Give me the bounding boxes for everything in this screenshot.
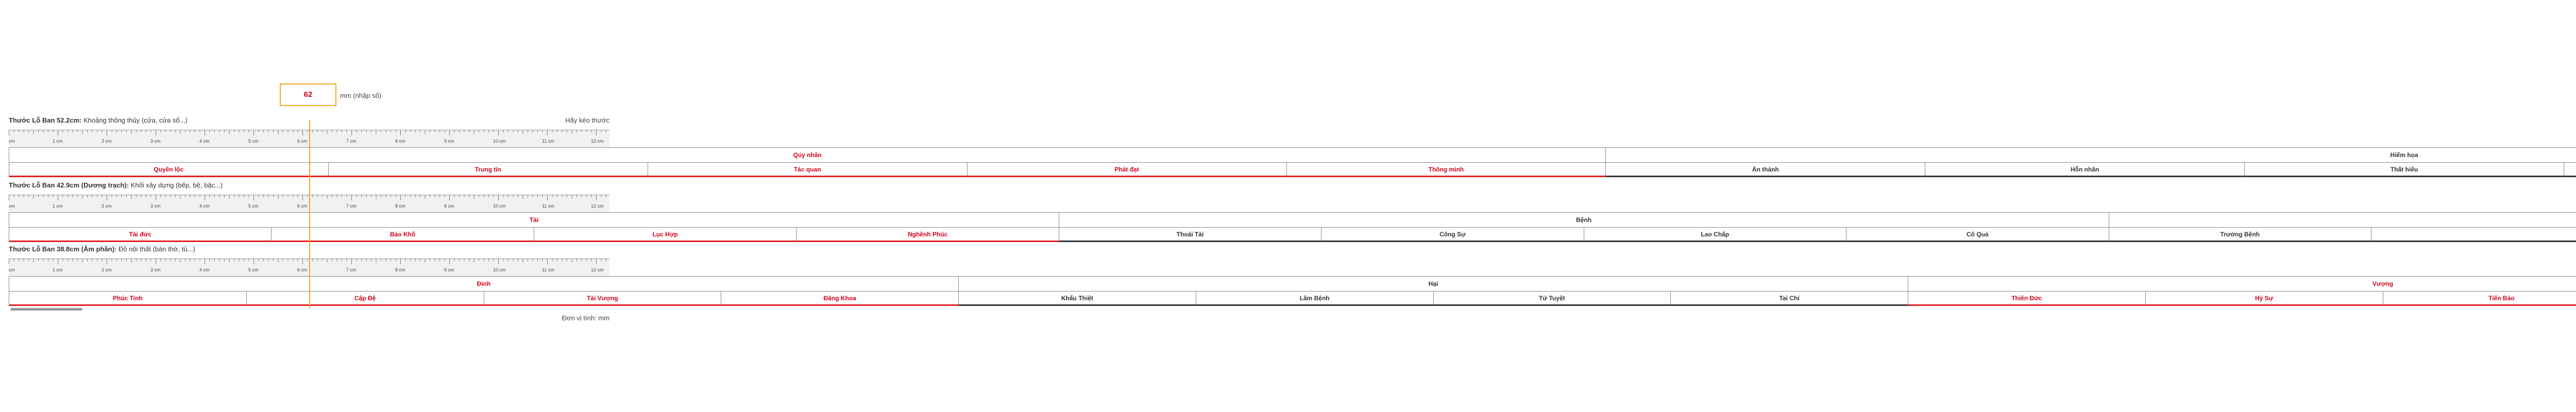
sub-cell: Nghênh Phúc <box>796 227 1058 242</box>
ruler-tick-label: 3 cm <box>150 203 161 209</box>
sub-cell: Trường Bệnh <box>2109 227 2371 242</box>
ruler-tick-label: cm <box>9 139 15 144</box>
sub-cell: Lao Chấp <box>1584 227 1846 242</box>
sub-cell: Cập Đệ <box>246 291 484 306</box>
sub-cell: Lâm Bệnh <box>1196 291 1433 306</box>
group-cell: Tài <box>9 212 1059 227</box>
sub-cell: Lục Hợp <box>534 227 796 242</box>
measurement-needle[interactable] <box>309 120 310 308</box>
ruler-tick-label: 8 cm <box>395 203 405 209</box>
ruler-tick-label: 10 cm <box>493 267 506 272</box>
sub-cell: Tai Chí <box>1670 291 1908 306</box>
ruler-tick-label: 7 cm <box>346 139 357 144</box>
measurement-input[interactable]: 62 <box>280 83 336 106</box>
ruler-tick-label: 10 cm <box>493 203 506 209</box>
sub-cell: Bảo Khố <box>271 227 533 242</box>
ruler-tick-label: 5 cm <box>248 139 259 144</box>
ruler-tick-label: 8 cm <box>395 139 405 144</box>
group-cell: Hại <box>958 276 1908 291</box>
ruler-title-2 <box>9 245 195 253</box>
ruler-tick-label: cm <box>9 267 15 272</box>
sub-cell: Thiên Đức <box>1908 291 2145 306</box>
ruler-tick-label: 6 cm <box>297 267 308 272</box>
sub-cell: Hỷ Sự <box>2145 291 2383 306</box>
ruler-tick-label: 2 cm <box>101 139 112 144</box>
group-cell: Bệnh <box>1059 212 2109 227</box>
ruler-title-bold: Thước Lỗ Ban 38.8cm (Âm phần): <box>9 245 117 253</box>
ruler-tick-label: 11 cm <box>542 267 554 272</box>
ruler-tick-label: 9 cm <box>444 203 454 209</box>
ruler-tick-label: 9 cm <box>444 139 454 144</box>
ruler-tick-label: 7 cm <box>346 267 357 272</box>
sub-cell: Tài đức <box>9 227 271 242</box>
sub-cell: Phát đạt <box>967 162 1286 177</box>
ruler-title-bold: Thước Lỗ Ban 52.2cm: <box>9 116 82 124</box>
ruler-tick-label: cm <box>9 203 15 209</box>
ruler-tick-label: 3 cm <box>150 139 161 144</box>
ruler-tick-label: 2 cm <box>101 267 112 272</box>
sub-cell: Hỗn nhân <box>1925 162 2244 177</box>
ruler-tick-label: 3 cm <box>150 267 161 272</box>
ruler-tick-label: 4 cm <box>199 203 210 209</box>
ruler-tick-label: 12 cm <box>591 139 604 144</box>
drag-hint: Hãy kéo thước <box>565 116 609 124</box>
ruler-tick-label: 6 cm <box>297 139 308 144</box>
group-cell: Hiểm họa <box>1605 147 2576 162</box>
sub-cell: Trung tín <box>328 162 648 177</box>
sub-cell: Quyền lộc <box>9 162 328 177</box>
ruler-title-0 <box>9 116 188 124</box>
ruler-tick-label: 12 cm <box>591 203 604 209</box>
ruler-tick-label: 4 cm <box>199 267 210 272</box>
ruler-tick-label: 8 cm <box>395 267 405 272</box>
sub-cell: Phúc Tinh <box>9 291 246 306</box>
ruler-tick-label: 4 cm <box>199 139 210 144</box>
sub-cell: Thông minh <box>1286 162 1606 177</box>
ruler-tick-label: 10 cm <box>493 139 506 144</box>
ruler-title-desc: Đồ nội thất (bàn thờ, tủ...) <box>116 245 195 253</box>
sub-cell: Thất hiếu <box>2244 162 2564 177</box>
ruler-title-bold: Thước Lỗ Ban 42.9cm (Dương trạch): <box>9 181 129 189</box>
sub-cell: Tử Tuyệt <box>1433 291 1671 306</box>
ruler-tick-label: 1 cm <box>53 139 63 144</box>
group-cell: Đinh <box>9 276 958 291</box>
sub-cell: Đăng Khoa <box>721 291 958 306</box>
sub-cell: Tiến Bảo <box>2383 291 2576 306</box>
ruler-tick-label: 6 cm <box>297 203 308 209</box>
sub-cell: Tài Vượng <box>484 291 721 306</box>
measurement-unit-label: mm (nhập số) <box>340 92 382 99</box>
sub-cell: Cô Quả <box>1846 227 2108 242</box>
ruler-tick-label: 11 cm <box>542 139 554 144</box>
ruler-tick-label: 11 cm <box>542 203 554 209</box>
ruler-tick-label: 1 cm <box>53 203 63 209</box>
ruler-tick-label: 7 cm <box>346 203 357 209</box>
sub-cell <box>2564 162 2576 177</box>
sub-cell: Án thành <box>1605 162 1925 177</box>
group-cell: Qúy nhân <box>9 147 1605 162</box>
ruler-tick-label: 1 cm <box>53 267 63 272</box>
sub-cell <box>2371 227 2576 242</box>
ruler-title-1 <box>9 181 223 189</box>
sub-cell: Công Sự <box>1321 227 1583 242</box>
ruler-title-desc: Khoảng thông thủy (cửa, cửa sổ...) <box>81 116 188 124</box>
sub-cell: Tác quan <box>648 162 967 177</box>
ruler-tick-label: 9 cm <box>444 267 454 272</box>
sub-cell: Khẩu Thiệt <box>958 291 1196 306</box>
horizontal-scrollbar[interactable] <box>10 308 82 311</box>
ruler-tick-label: 5 cm <box>248 267 259 272</box>
group-cell: Vượng <box>1908 276 2576 291</box>
unit-footer: Đơn vị tính: mm <box>562 314 609 322</box>
ruler-title-desc: Khối xây dựng (bếp, bệ, bậc...) <box>129 181 223 189</box>
ruler-tick-label: 5 cm <box>248 203 259 209</box>
ruler-tick-label: 2 cm <box>101 203 112 209</box>
ruler-tick-label: 12 cm <box>591 267 604 272</box>
sub-cell: Thoái Tài <box>1059 227 1321 242</box>
group-cell <box>2109 212 2576 227</box>
